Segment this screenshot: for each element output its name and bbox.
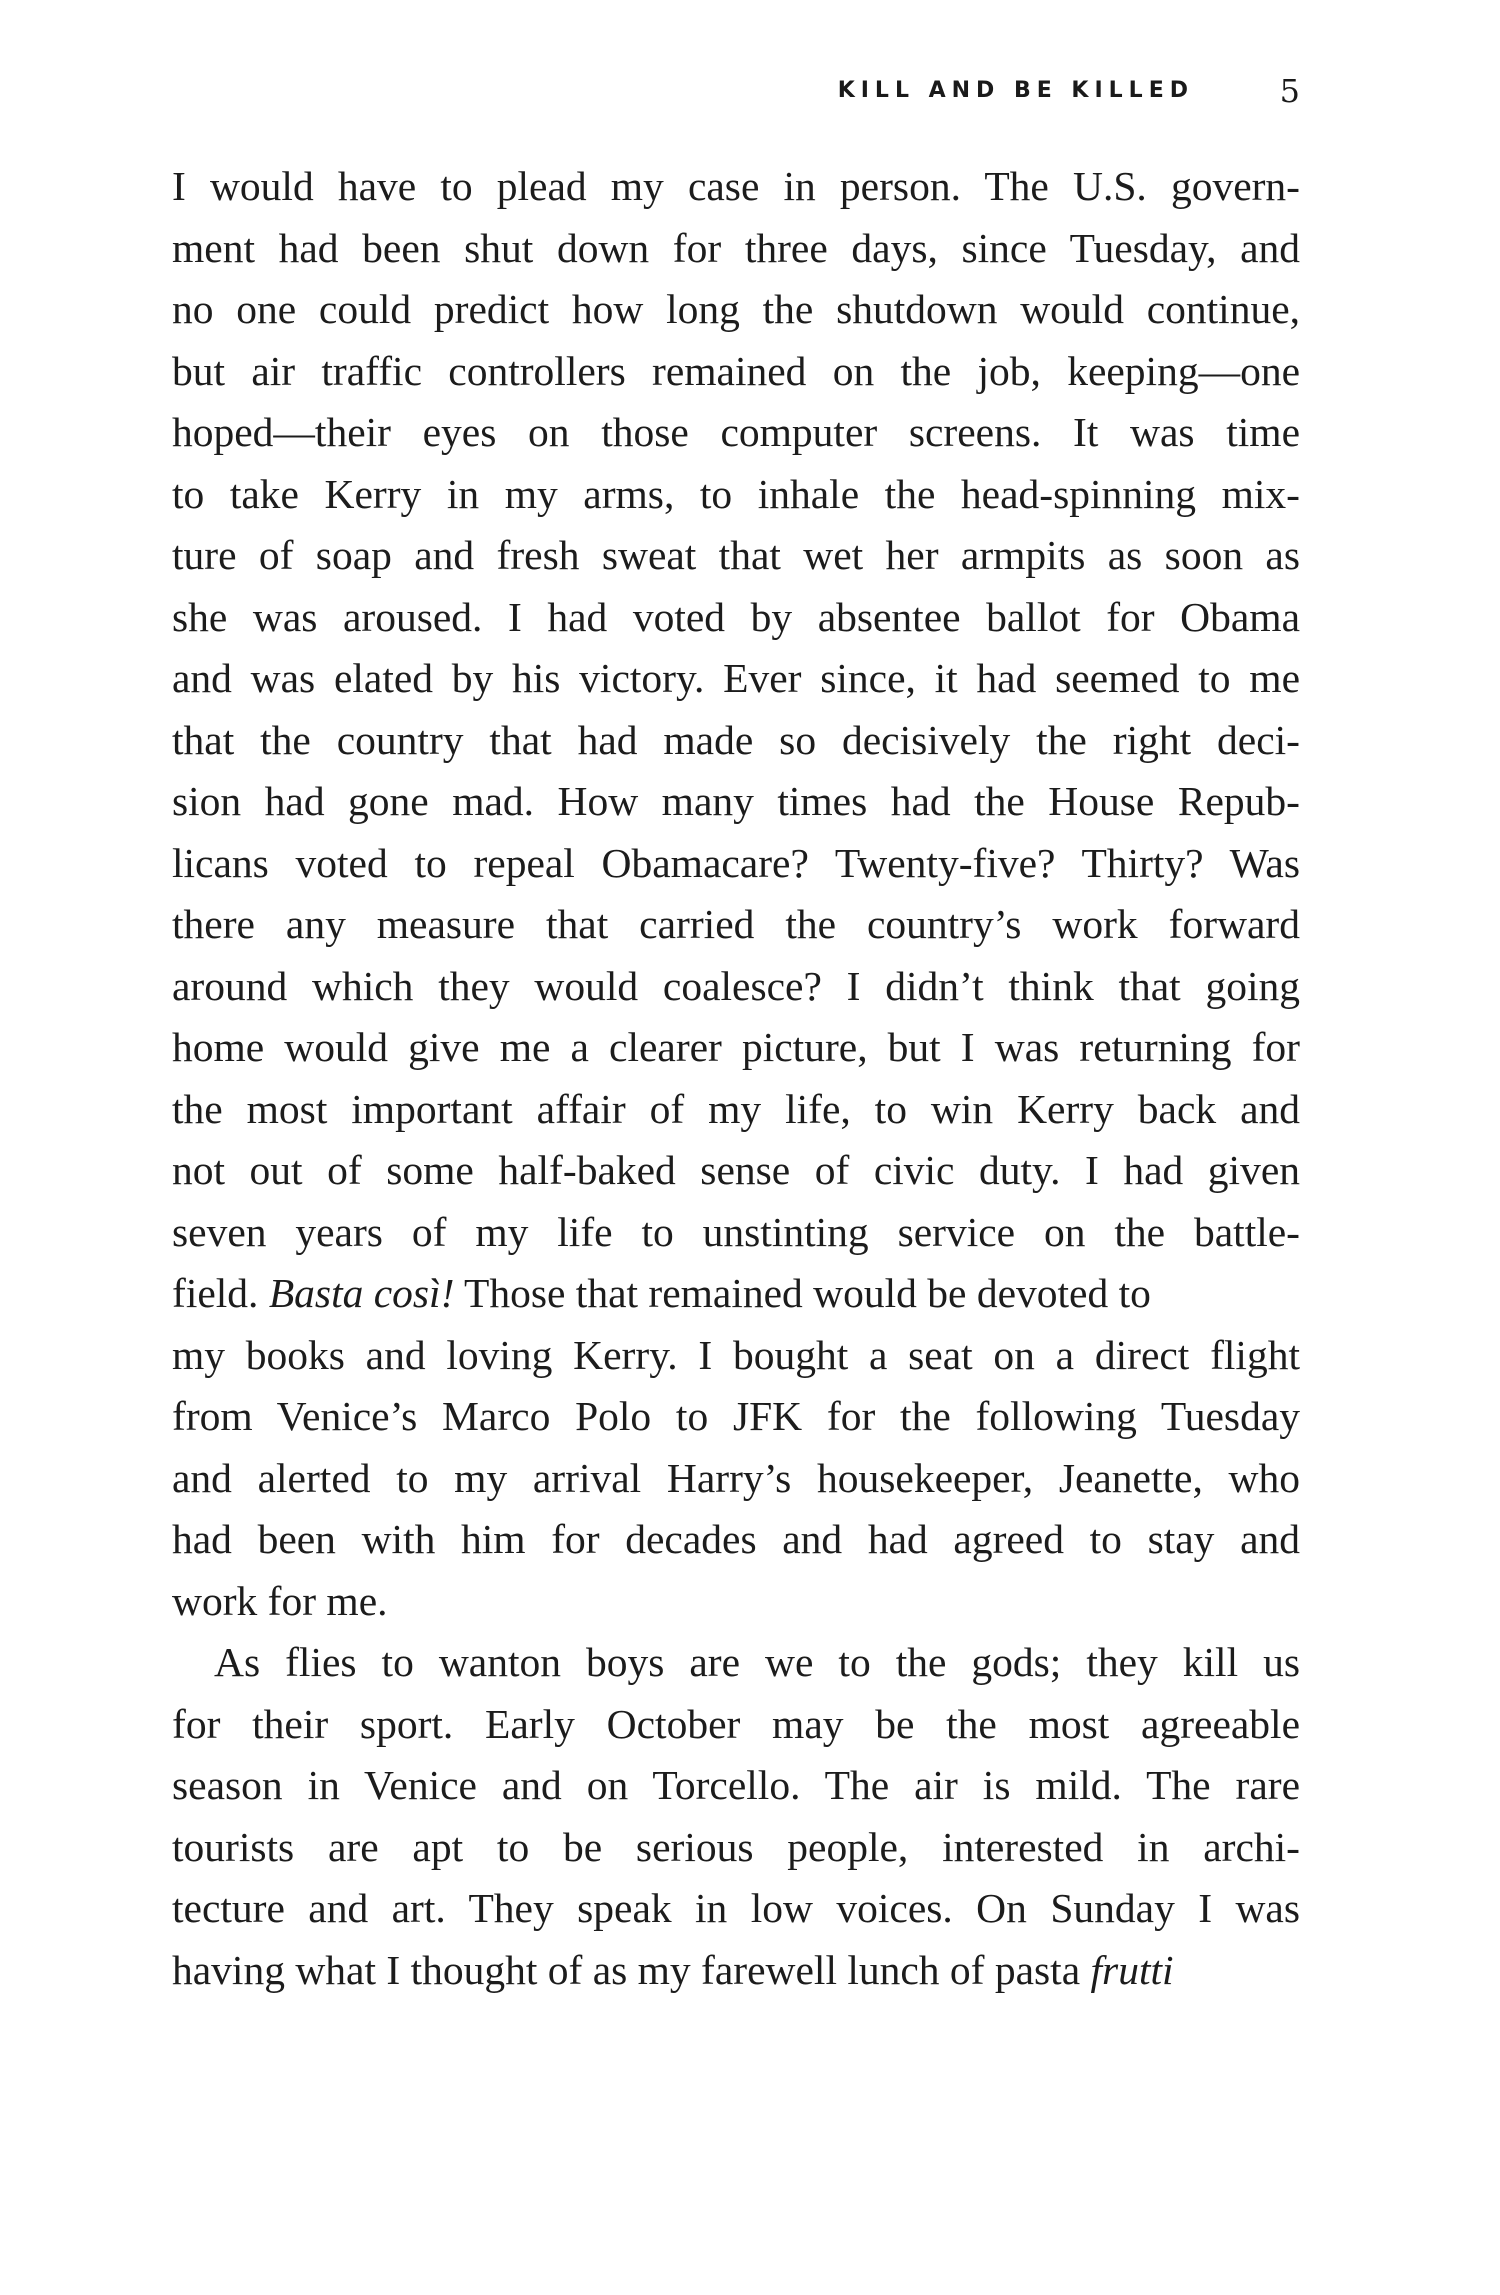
text-line: and was elated by his victory. Ever since, it had seemed to me: [172, 655, 1300, 701]
text-line: around which they would coalesce? I didn’t think that going: [172, 962, 1300, 1009]
text-line: ment had been shut down for three days, since Tuesday, and: [172, 224, 1300, 271]
text-line: that the country that had made so decisively the right deci-: [172, 716, 1300, 763]
text-line: there any measure that carried the country’s work forward: [172, 901, 1300, 947]
text-line: work for me.: [172, 1577, 388, 1624]
text-line: home would give me a clearer picture, but I was returning for: [172, 1024, 1300, 1070]
running-title: KILL AND BE KILLED: [837, 78, 1194, 103]
text-line: she was aroused. I had voted by absentee ballot for Obama: [172, 593, 1300, 640]
text-run: Those that remained would be devoted to: [454, 1270, 1151, 1316]
body-text: [172, 156, 1300, 2001]
text-line: the most important affair of my life, to win Kerry back and: [172, 1085, 1300, 1132]
text-line: ture of soap and fresh sweat that wet her armpits as soon as: [172, 532, 1300, 578]
running-head: [172, 72, 1300, 112]
text-line: season in Venice and on Torcello. The air is mild. The rare: [172, 1762, 1300, 1808]
text-line: my books and loving Kerry. I bought a seat on a direct flight: [172, 1331, 1300, 1378]
text-line: licans voted to repeal Obamacare? Twenty-five? Thirty? Was: [172, 839, 1300, 886]
paragraph-1: [172, 156, 1300, 1632]
text-line: seven years of my life to unstinting service on the battle-: [172, 1208, 1300, 1255]
text-run: having what I thought of as my farewell lunch of pasta: [172, 1946, 1081, 1993]
text-run: field.: [172, 1270, 259, 1316]
text-line: from Venice’s Marco Polo to JFK for the following Tuesday: [172, 1393, 1300, 1439]
text-line: tourists are apt to be serious people, interested in archi-: [172, 1823, 1300, 1870]
text-line: I would have to plead my case in person. The U.S. govern-: [172, 163, 1300, 209]
text-line: sion had gone mad. How many times had the House Repub-: [172, 778, 1300, 824]
text-line: hoped—their eyes on those computer screens. It was time: [172, 409, 1300, 455]
text-line: and alerted to my arrival Harry’s housekeeper, Jeanette, who: [172, 1454, 1300, 1501]
text-line: had been with him for decades and had agreed to stay and: [172, 1516, 1300, 1562]
text-line: tecture and art. They speak in low voices. On Sunday I was: [172, 1885, 1300, 1931]
page-number: 5: [1279, 72, 1300, 110]
paragraph-2: [172, 1632, 1300, 2001]
text-line: to take Kerry in my arms, to inhale the head-spinning mix-: [172, 470, 1300, 517]
text-line: no one could predict how long the shutdown would continue,: [172, 286, 1300, 332]
text-line: [172, 1940, 1300, 2002]
text-line: not out of some half-baked sense of civic duty. I had given: [172, 1147, 1300, 1193]
text-line: [172, 1263, 1300, 1325]
italic-phrase: Basta così!: [268, 1270, 455, 1316]
text-line: As flies to wanton boys are we to the gods; they kill us: [214, 1639, 1300, 1685]
text-line: but air traffic controllers remained on the job, keeping—one: [172, 347, 1300, 394]
italic-phrase: frutti: [1090, 1946, 1174, 1993]
text-line: for their sport. Early October may be the most agreeable: [172, 1700, 1300, 1747]
